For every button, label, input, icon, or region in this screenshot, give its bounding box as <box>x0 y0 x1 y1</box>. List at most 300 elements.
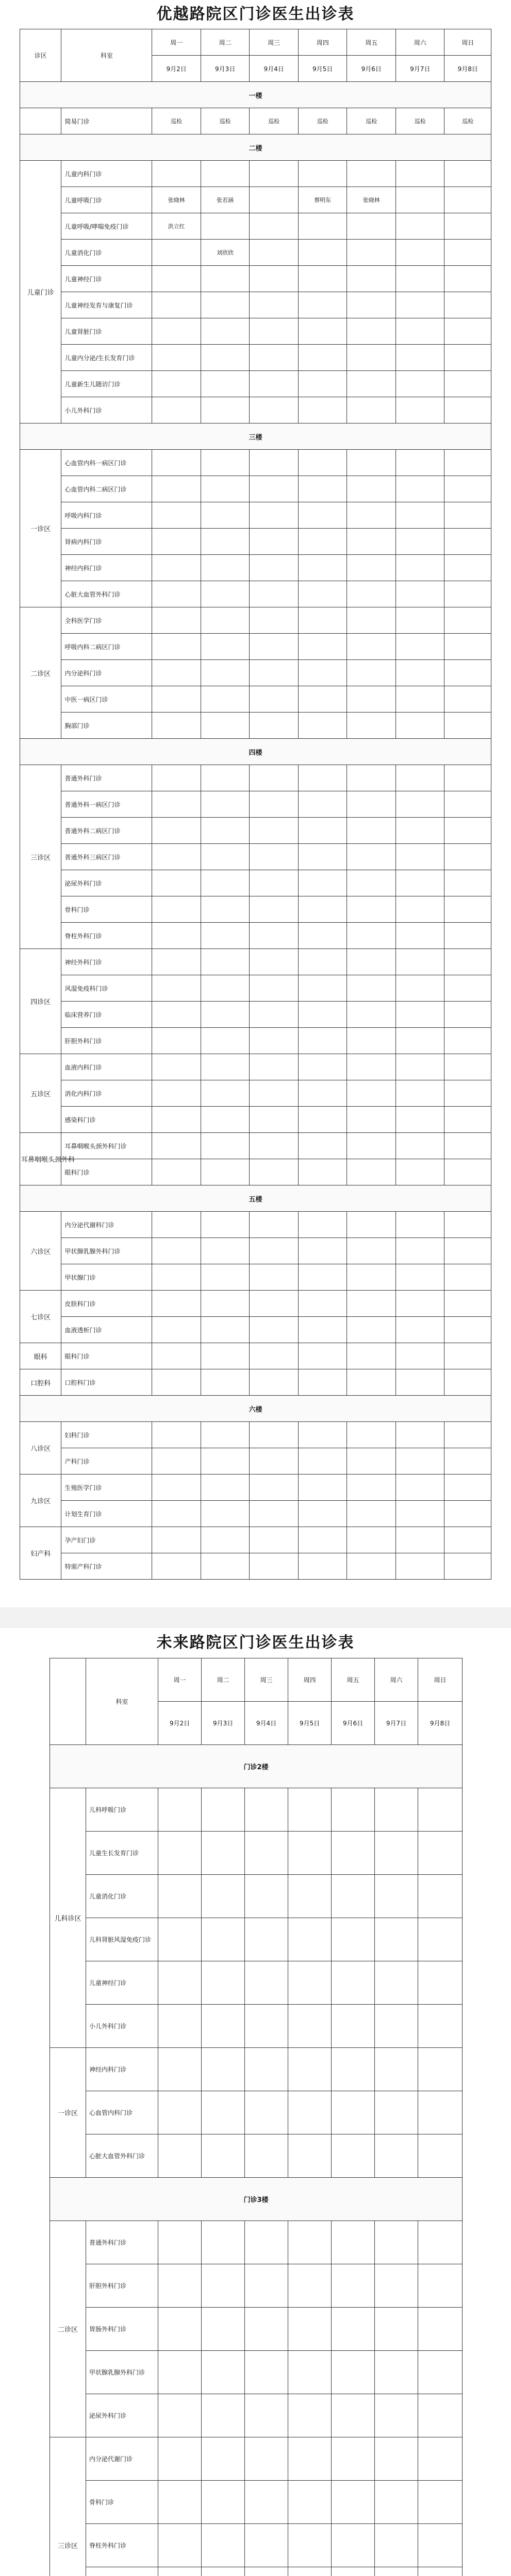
doctor-cell <box>298 634 347 660</box>
doctor-cell <box>201 975 250 1002</box>
doctor-cell <box>250 1264 299 1291</box>
doctor-cell <box>347 371 396 397</box>
doctor-cell <box>347 713 396 739</box>
doctor-cell <box>298 1107 347 1133</box>
header-weekday: 周六 <box>395 29 444 56</box>
doctor-cell <box>201 1133 250 1159</box>
doctor-cell <box>250 1212 299 1238</box>
doctor-cell <box>245 2264 288 2308</box>
doctor-cell <box>298 791 347 818</box>
doctor-cell <box>201 529 250 555</box>
doctor-cell <box>332 2394 375 2437</box>
doctor-cell <box>395 1553 444 1580</box>
doctor-cell <box>201 870 250 896</box>
doctor-cell <box>347 1264 396 1291</box>
doctor-cell <box>298 371 347 397</box>
dept-name: 眼科门诊 <box>61 1159 152 1185</box>
doctor-cell <box>250 975 299 1002</box>
area-label: 妇产科 <box>20 1527 61 1580</box>
doctor-cell <box>298 1080 347 1107</box>
doctor-cell <box>245 2394 288 2437</box>
doctor-cell <box>395 1291 444 1317</box>
table-row <box>20 818 491 844</box>
area-label <box>20 108 61 134</box>
doctor-cell <box>395 1238 444 1264</box>
header-weekday: 周四 <box>298 29 347 56</box>
doctor-cell <box>395 1028 444 1054</box>
doctor-cell <box>298 713 347 739</box>
doctor-cell <box>375 1875 418 1918</box>
area-label: 耳鼻咽喉头颈外科 <box>20 1133 61 1185</box>
doctor-cell <box>418 2005 463 2048</box>
doctor-cell <box>347 1107 396 1133</box>
doctor-cell <box>444 1369 491 1396</box>
doctor-cell <box>395 791 444 818</box>
doctor-cell <box>444 1343 491 1369</box>
doctor-cell <box>201 896 250 923</box>
dept-name: 孕产妇门诊 <box>61 1527 152 1553</box>
area-label: 八诊区 <box>20 1422 61 1475</box>
doctor-cell: 刘欣欣 <box>201 240 250 266</box>
doctor-cell <box>347 1080 396 1107</box>
doctor-cell <box>332 1788 375 1832</box>
table-row <box>20 476 491 502</box>
doctor-cell: 张晓林 <box>152 187 201 213</box>
doctor-cell <box>298 1369 347 1396</box>
doctor-cell <box>444 1475 491 1501</box>
table-row <box>20 1343 491 1369</box>
doctor-cell <box>158 2264 202 2308</box>
table-row <box>50 2524 463 2567</box>
header-weekday: 周五 <box>347 29 396 56</box>
header-weekday: 周五 <box>332 1658 375 1702</box>
dept-name: 生殖医学门诊 <box>61 1475 152 1501</box>
doctor-cell <box>444 1527 491 1553</box>
doctor-cell <box>250 502 299 529</box>
doctor-cell <box>347 1159 396 1185</box>
doctor-cell: 巡检 <box>298 108 347 134</box>
doctor-cell <box>418 2221 463 2264</box>
doctor-cell <box>332 2567 375 2576</box>
doctor-cell <box>245 2005 288 2048</box>
doctor-cell <box>444 949 491 975</box>
area-label: 口腔科 <box>20 1369 61 1396</box>
doctor-cell <box>250 1422 299 1448</box>
doctor-cell <box>201 502 250 529</box>
doctor-cell <box>298 581 347 607</box>
floor-label: 六楼 <box>20 1396 491 1422</box>
doctor-cell <box>250 397 299 423</box>
doctor-cell <box>347 1343 396 1369</box>
dept-name: 内分泌代谢科门诊 <box>61 1212 152 1238</box>
doctor-cell <box>395 187 444 213</box>
doctor-cell <box>347 581 396 607</box>
dept-name: 心血管内科门诊 <box>86 2091 158 2134</box>
doctor-cell <box>158 2567 202 2576</box>
doctor-cell <box>298 1264 347 1291</box>
doctor-cell <box>395 1527 444 1553</box>
doctor-cell <box>395 634 444 660</box>
doctor-cell <box>298 1212 347 1238</box>
dept-name: 泌尿外科门诊 <box>61 870 152 896</box>
doctor-cell <box>395 686 444 713</box>
doctor-cell <box>395 213 444 240</box>
doctor-cell <box>375 1832 418 1875</box>
doctor-cell <box>250 844 299 870</box>
dept-name: 儿童神经门诊 <box>86 1961 158 2005</box>
header-date: 9月8日 <box>444 56 491 82</box>
table-row <box>20 1159 491 1185</box>
dept-name: 口腔科门诊 <box>61 1369 152 1396</box>
doctor-cell <box>245 1961 288 2005</box>
dept-name: 胃肠外科门诊 <box>86 2308 158 2351</box>
doctor-cell <box>375 2221 418 2264</box>
doctor-cell <box>395 318 444 345</box>
doctor-cell <box>298 1422 347 1448</box>
doctor-cell <box>418 1832 463 1875</box>
floor-label: 一楼 <box>20 82 491 108</box>
doctor-cell <box>152 1343 201 1369</box>
dept-name: 血液内科门诊 <box>61 1054 152 1080</box>
doctor-cell <box>395 240 444 266</box>
doctor-cell <box>395 1133 444 1159</box>
doctor-cell <box>332 2351 375 2394</box>
doctor-cell <box>298 529 347 555</box>
table-row <box>20 345 491 371</box>
doctor-cell <box>298 1343 347 1369</box>
doctor-cell <box>202 2264 245 2308</box>
doctor-cell <box>332 2048 375 2091</box>
doctor-cell <box>201 266 250 292</box>
doctor-cell <box>250 607 299 634</box>
doctor-cell <box>347 1133 396 1159</box>
doctor-cell <box>152 923 201 949</box>
doctor-cell <box>347 949 396 975</box>
doctor-cell <box>444 1264 491 1291</box>
doctor-cell <box>375 2437 418 2481</box>
doctor-cell <box>288 2437 332 2481</box>
dept-name: 儿童内科门诊 <box>61 161 152 187</box>
doctor-cell <box>158 2394 202 2437</box>
doctor-cell <box>158 2048 202 2091</box>
doctor-cell <box>250 555 299 581</box>
doctor-cell <box>444 240 491 266</box>
dept-name: 甲状腺乳腺外科门诊 <box>61 1238 152 1264</box>
doctor-cell <box>250 1448 299 1475</box>
doctor-cell <box>288 2048 332 2091</box>
doctor-cell <box>158 1832 202 1875</box>
doctor-cell <box>298 975 347 1002</box>
doctor-cell <box>298 1028 347 1054</box>
doctor-cell <box>395 1264 444 1291</box>
header-date: 9月5日 <box>288 1702 332 1745</box>
doctor-cell <box>201 923 250 949</box>
doctor-cell <box>201 1080 250 1107</box>
doctor-cell <box>298 318 347 345</box>
dept-name: 妇科门诊 <box>61 1422 152 1448</box>
doctor-cell <box>444 529 491 555</box>
doctor-cell <box>201 1291 250 1317</box>
doctor-cell <box>332 2437 375 2481</box>
doctor-cell <box>245 2351 288 2394</box>
dept-name: 儿童神经发育与康复门诊 <box>61 292 152 318</box>
header-date: 9月3日 <box>202 1702 245 1745</box>
doctor-cell <box>288 1788 332 1832</box>
table-row <box>20 634 491 660</box>
doctor-cell <box>298 397 347 423</box>
dept-name: 儿童神经门诊 <box>61 266 152 292</box>
doctor-cell <box>444 161 491 187</box>
doctor-cell <box>288 2524 332 2567</box>
doctor-cell <box>250 1527 299 1553</box>
table-row <box>20 844 491 870</box>
doctor-cell <box>152 765 201 791</box>
dept-name: 呼吸内科二病区门诊 <box>61 634 152 660</box>
table-row <box>50 1875 463 1918</box>
table-row <box>20 870 491 896</box>
doctor-cell <box>152 818 201 844</box>
doctor-cell <box>245 1918 288 1961</box>
doctor-cell <box>418 2091 463 2134</box>
floor-label: 门诊3楼 <box>50 2178 463 2221</box>
doctor-cell <box>395 844 444 870</box>
doctor-cell <box>395 345 444 371</box>
doctor-cell <box>250 1343 299 1369</box>
table-row <box>20 1448 491 1475</box>
doctor-cell <box>347 555 396 581</box>
doctor-cell <box>288 2005 332 2048</box>
table-row <box>20 791 491 818</box>
doctor-cell <box>250 581 299 607</box>
dept-name: 耳鼻咽喉头颈外科门诊 <box>61 1133 152 1159</box>
doctor-cell <box>347 634 396 660</box>
doctor-cell: 张若涵 <box>201 187 250 213</box>
doctor-cell <box>158 2221 202 2264</box>
doctor-cell <box>347 975 396 1002</box>
doctor-cell <box>444 870 491 896</box>
table-row <box>20 1422 491 1448</box>
doctor-cell: 张晓林 <box>347 187 396 213</box>
doctor-cell <box>347 266 396 292</box>
doctor-cell <box>418 2308 463 2351</box>
doctor-cell <box>332 1832 375 1875</box>
doctor-cell <box>395 818 444 844</box>
doctor-cell <box>152 1080 201 1107</box>
doctor-cell <box>152 502 201 529</box>
dept-name: 小儿外科门诊 <box>61 397 152 423</box>
dept-name: 儿科肾脏风湿免疫门诊 <box>86 1918 158 1961</box>
doctor-cell <box>201 1369 250 1396</box>
doctor-cell <box>288 2394 332 2437</box>
doctor-cell <box>288 2091 332 2134</box>
doctor-cell <box>444 923 491 949</box>
doctor-cell <box>395 1475 444 1501</box>
doctor-cell: 巡检 <box>347 108 396 134</box>
doctor-cell <box>158 2524 202 2567</box>
doctor-cell <box>201 1317 250 1343</box>
doctor-cell <box>298 607 347 634</box>
doctor-cell <box>288 2221 332 2264</box>
doctor-cell <box>444 187 491 213</box>
doctor-cell <box>375 2048 418 2091</box>
header-date: 9月6日 <box>347 56 396 82</box>
table-row <box>20 765 491 791</box>
table-row <box>20 502 491 529</box>
doctor-cell <box>298 844 347 870</box>
doctor-cell <box>201 686 250 713</box>
doctor-cell <box>298 660 347 686</box>
dept-name <box>86 2567 158 2576</box>
doctor-cell <box>375 2005 418 2048</box>
table-row <box>20 266 491 292</box>
doctor-cell <box>347 1002 396 1028</box>
table-row <box>20 1264 491 1291</box>
area-label: 四诊区 <box>20 949 61 1054</box>
header-dept: 科室 <box>86 1658 158 1745</box>
doctor-cell <box>444 581 491 607</box>
dept-name: 消化内科门诊 <box>61 1080 152 1107</box>
doctor-cell <box>347 397 396 423</box>
doctor-cell <box>332 2134 375 2178</box>
doctor-cell <box>444 397 491 423</box>
doctor-cell <box>152 1264 201 1291</box>
floor-label: 四楼 <box>20 739 491 765</box>
doctor-cell <box>152 1422 201 1448</box>
table-row <box>20 1501 491 1527</box>
dept-name: 甲状腺乳腺外科门诊 <box>86 2351 158 2394</box>
doctor-cell <box>201 318 250 345</box>
doctor-cell <box>444 1212 491 1238</box>
doctor-cell <box>152 1054 201 1080</box>
doctor-cell <box>202 1918 245 1961</box>
doctor-cell <box>418 2481 463 2524</box>
doctor-cell <box>418 1875 463 1918</box>
doctor-cell <box>152 660 201 686</box>
doctor-cell <box>201 1343 250 1369</box>
doctor-cell <box>375 2308 418 2351</box>
table-row <box>20 660 491 686</box>
doctor-cell <box>444 1159 491 1185</box>
doctor-cell <box>347 502 396 529</box>
doctor-cell <box>158 1961 202 2005</box>
doctor-cell <box>444 1133 491 1159</box>
doctor-cell <box>418 1788 463 1832</box>
doctor-cell <box>375 2134 418 2178</box>
doctor-cell <box>288 1875 332 1918</box>
doctor-cell <box>395 1317 444 1343</box>
doctor-cell <box>152 1238 201 1264</box>
sheet2-title: 未来路院区门诊医生出诊表 <box>156 1634 355 1652</box>
doctor-cell <box>395 502 444 529</box>
dept-name: 产科门诊 <box>61 1448 152 1475</box>
table-row <box>20 1475 491 1501</box>
floor-label: 二楼 <box>20 134 491 161</box>
doctor-cell <box>298 1553 347 1580</box>
doctor-cell <box>395 1054 444 1080</box>
dept-name: 儿科呼吸门诊 <box>86 1788 158 1832</box>
doctor-cell <box>418 2264 463 2308</box>
doctor-cell <box>152 529 201 555</box>
doctor-cell <box>298 240 347 266</box>
doctor-cell <box>375 2524 418 2567</box>
doctor-cell <box>245 2524 288 2567</box>
doctor-cell <box>250 1028 299 1054</box>
doctor-cell <box>158 1788 202 1832</box>
doctor-cell <box>202 2481 245 2524</box>
doctor-cell <box>250 1291 299 1317</box>
doctor-cell <box>298 266 347 292</box>
dept-name: 血液透析门诊 <box>61 1317 152 1343</box>
doctor-cell <box>444 1317 491 1343</box>
table-row <box>20 292 491 318</box>
doctor-cell <box>347 765 396 791</box>
doctor-cell <box>444 371 491 397</box>
doctor-cell <box>201 292 250 318</box>
table-row <box>20 161 491 187</box>
dept-name: 眼科门诊 <box>61 1343 152 1369</box>
doctor-cell <box>444 634 491 660</box>
doctor-cell <box>152 1028 201 1054</box>
doctor-cell <box>347 292 396 318</box>
dept-name: 儿童呼吸门诊 <box>61 187 152 213</box>
doctor-cell <box>250 1238 299 1264</box>
doctor-cell <box>395 660 444 686</box>
doctor-cell <box>201 1422 250 1448</box>
doctor-cell <box>245 2221 288 2264</box>
doctor-cell <box>245 2091 288 2134</box>
area-label: 儿科诊区 <box>50 1788 86 2048</box>
doctor-cell <box>250 240 299 266</box>
dept-name: 中医一病区门诊 <box>61 686 152 713</box>
doctor-cell <box>444 975 491 1002</box>
doctor-cell <box>152 581 201 607</box>
doctor-cell <box>245 2134 288 2178</box>
doctor-cell <box>245 2567 288 2576</box>
doctor-cell <box>250 713 299 739</box>
doctor-cell <box>201 1212 250 1238</box>
dept-name: 感染科门诊 <box>61 1107 152 1133</box>
doctor-cell <box>298 476 347 502</box>
doctor-cell <box>202 2394 245 2437</box>
header-weekday: 周三 <box>245 1658 288 1702</box>
doctor-cell <box>250 187 299 213</box>
doctor-cell <box>201 1448 250 1475</box>
doctor-cell <box>202 1832 245 1875</box>
doctor-cell <box>250 896 299 923</box>
doctor-cell <box>201 213 250 240</box>
table-row <box>20 108 491 134</box>
table-row <box>20 555 491 581</box>
doctor-cell <box>250 1133 299 1159</box>
header-area: 诊区 <box>20 29 61 82</box>
doctor-cell <box>250 450 299 476</box>
doctor-cell <box>444 818 491 844</box>
doctor-cell <box>158 2437 202 2481</box>
doctor-cell <box>201 1054 250 1080</box>
doctor-cell <box>444 1028 491 1054</box>
doctor-cell <box>395 1422 444 1448</box>
doctor-cell <box>152 1133 201 1159</box>
table-row <box>20 213 491 240</box>
doctor-cell <box>347 240 396 266</box>
doctor-cell <box>245 1832 288 1875</box>
doctor-cell <box>418 2567 463 2576</box>
doctor-cell <box>444 1054 491 1080</box>
header-weekday: 周四 <box>288 1658 332 1702</box>
doctor-cell <box>298 686 347 713</box>
header-date: 9月4日 <box>245 1702 288 1745</box>
header-weekday: 周一 <box>152 29 201 56</box>
